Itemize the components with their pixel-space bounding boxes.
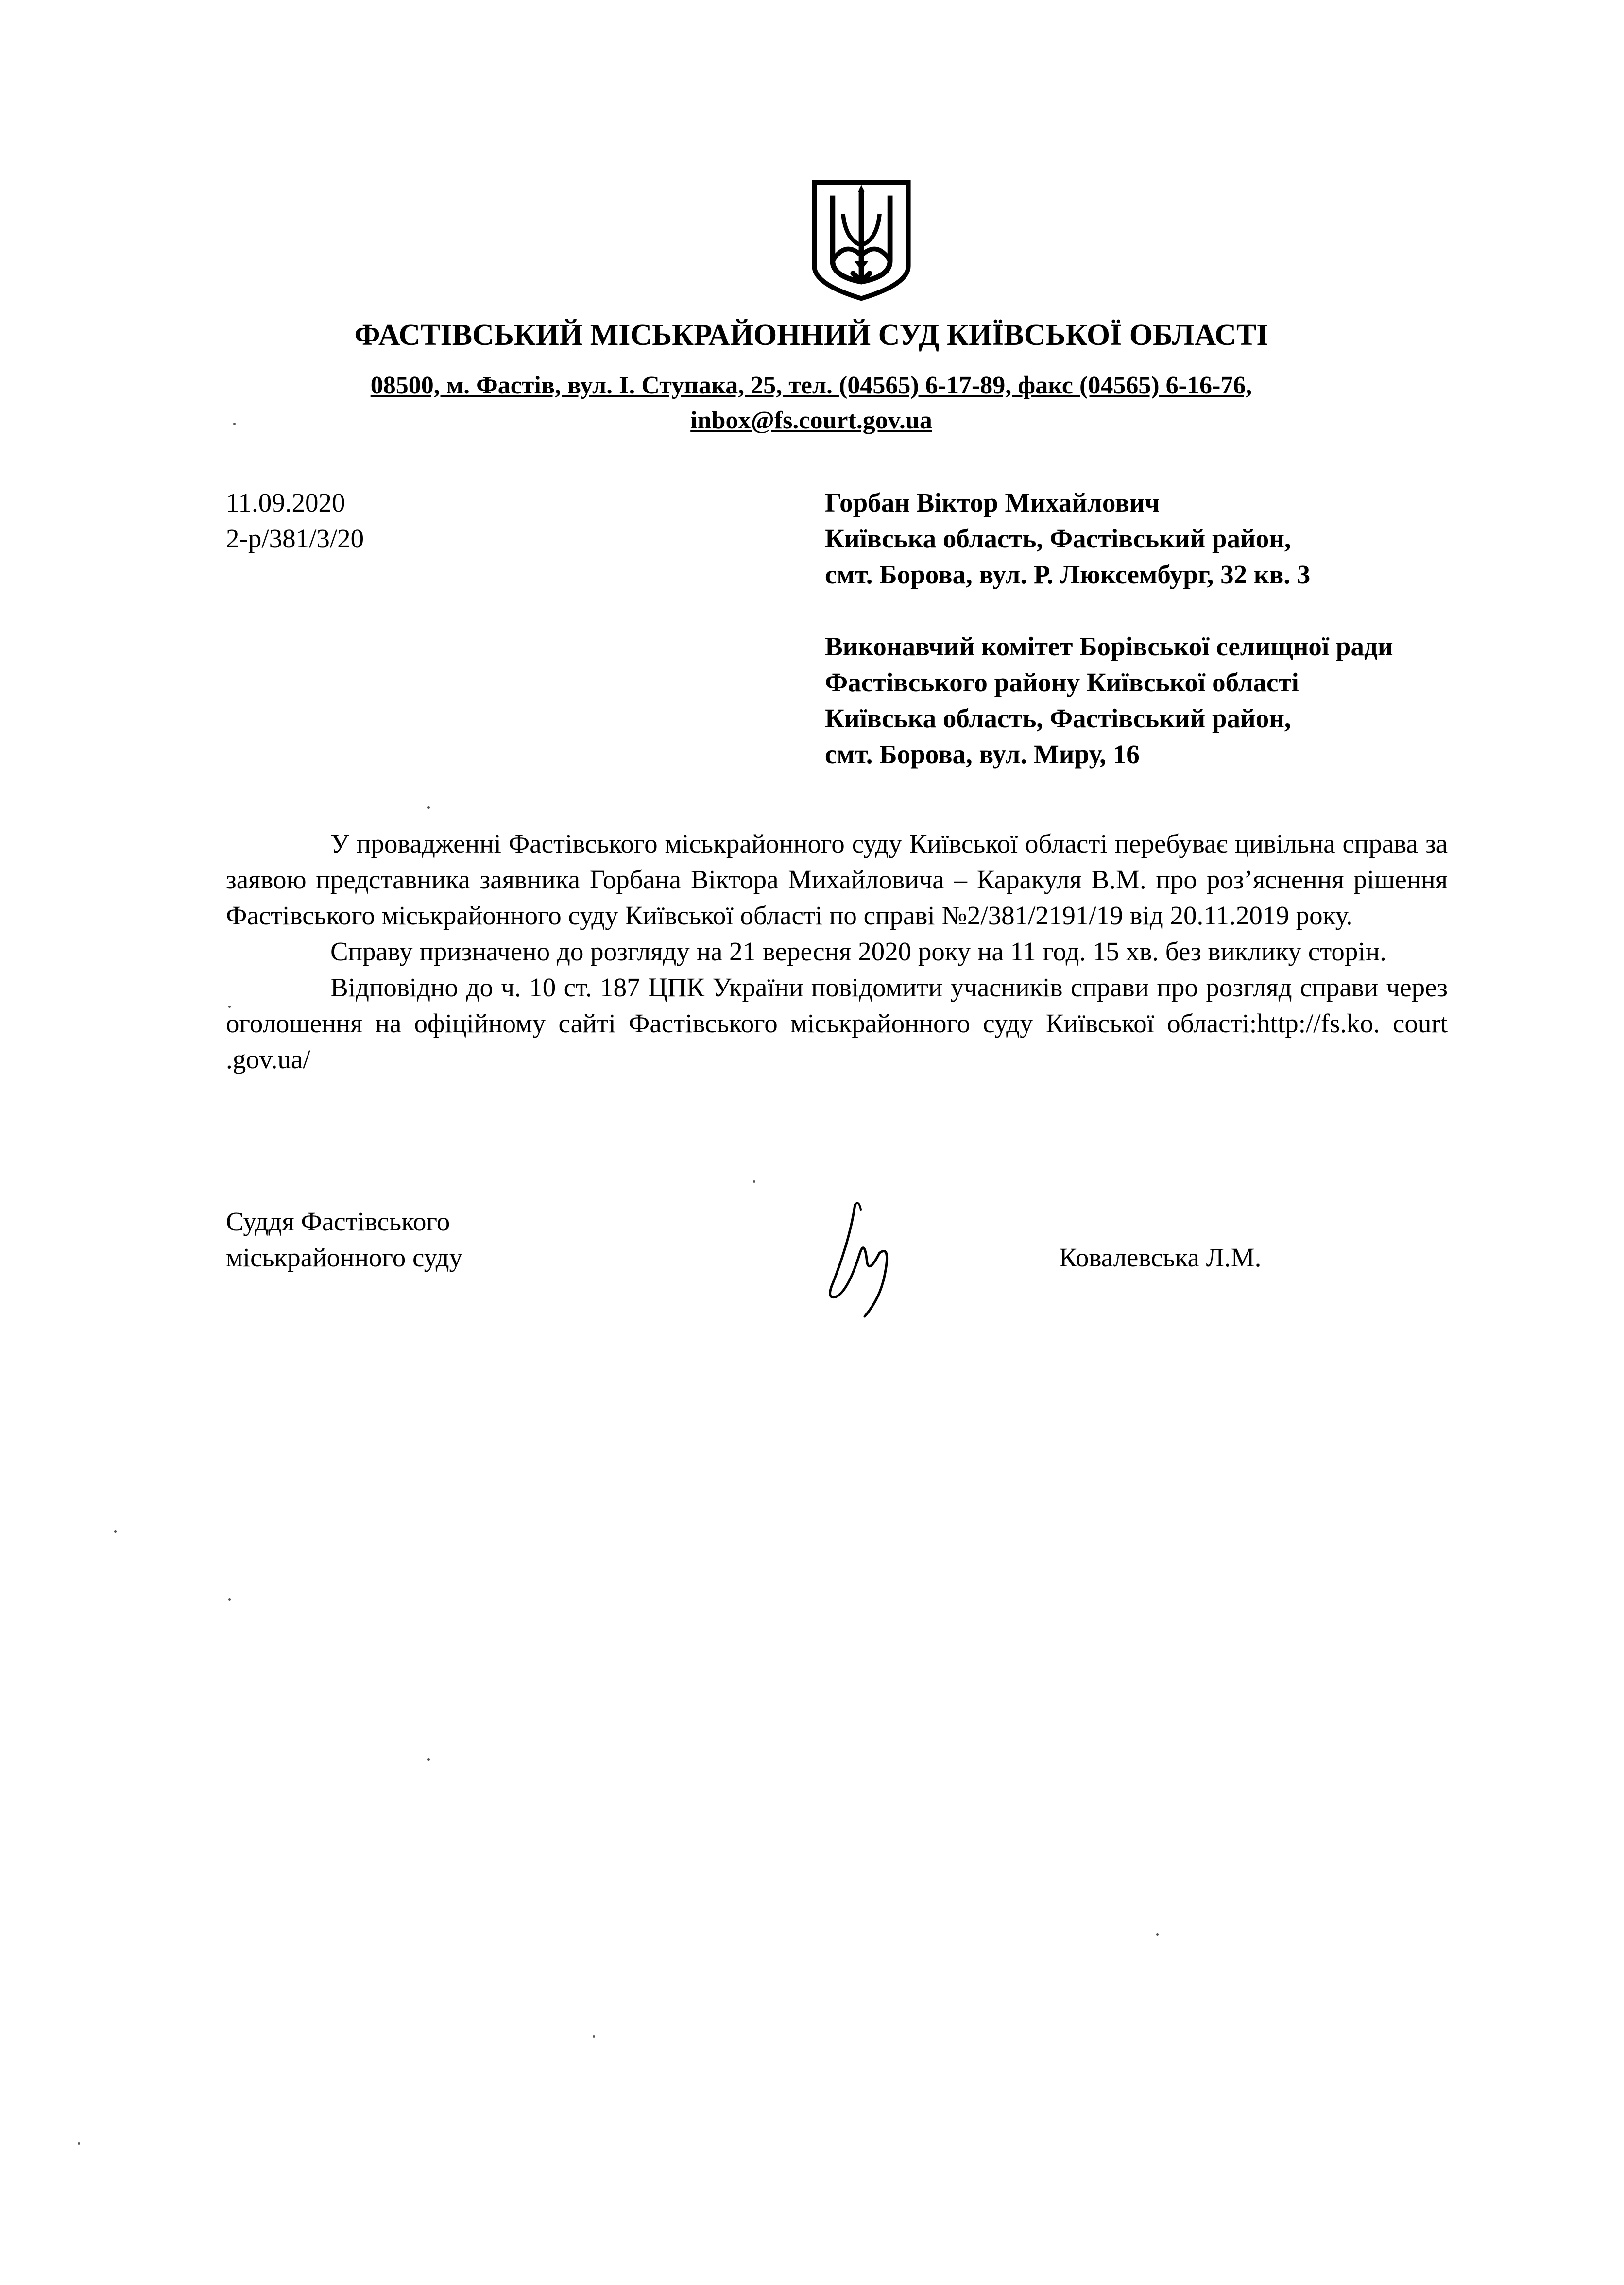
outgoing-details — [226, 485, 364, 557]
outgoing-date: 11.09.2020 — [226, 488, 345, 517]
judge-name: Ковалевська Л.М. — [1059, 1243, 1262, 1272]
scan-speck — [233, 423, 236, 425]
scan-speck — [427, 1758, 430, 1761]
court-name-heading: ФАСТІВСЬКИЙ МІСЬКРАЙОННИЙ СУД КИЇВСЬКОЇ ОБЛАСТІ — [354, 319, 1268, 352]
letter-body — [226, 826, 1448, 1077]
addressee-2-line: Київська область, Фастівський район, — [825, 703, 1291, 733]
scan-speck — [427, 806, 430, 809]
scan-speck — [228, 1006, 231, 1008]
addressee-1-line: Горбан Віктор Михайлович — [825, 488, 1160, 517]
coat-of-arms-icon — [808, 177, 915, 303]
handwritten-signature — [806, 1195, 913, 1321]
scan-speck — [753, 1180, 755, 1183]
court-contacts — [291, 368, 1331, 438]
addressee-block — [825, 485, 1393, 772]
judge-title: Суддя Фастівського міськрайонного суду — [226, 1207, 463, 1272]
body-paragraph: Відповідно до ч. 10 ст. 187 ЦПК України повідомити учасників справи про розгляд справи через оголошення на офіційному сайті Фастівського міськрайонного суду Київської області:http://fs.ko. court .gov.ua/ — [226, 972, 1448, 1074]
scan-speck — [228, 1598, 231, 1601]
court-address-phone-fax: 08500, м. Фастів, вул. І. Ступака, 25, тел. (04565) 6-17-89, факс (04565) 6-16-76, — [370, 372, 1252, 399]
court-email: inbox@fs.court.gov.ua — [690, 407, 932, 434]
scan-speck — [593, 2035, 595, 2038]
addressee-1-line: смт. Борова, вул. Р. Люксембург, 32 кв. 3 — [825, 560, 1311, 589]
addressee-2-line: Фастівського району Київської області — [825, 667, 1299, 697]
scan-speck — [114, 1530, 117, 1533]
addressee-2-line: смт. Борова, вул. Миру, 16 — [825, 739, 1140, 769]
body-paragraph: У провадженні Фастівського міськрайонного суду Київської області перебуває цивільна справа за заявою представника заявника Горбана Віктора Михайловича – Каракуля В.М. про роз’яснення рішення Фастівського міськрайонного суду Київської області по справі №2/381/2191/19 від 20.11.2019 року. — [226, 829, 1448, 930]
outgoing-number: 2-р/381/3/20 — [226, 524, 364, 553]
body-paragraph: Справу призначено до розгляду на 21 вересня 2020 року на 11 год. 15 хв. без виклику сторін. — [330, 937, 1386, 966]
addressee-2-line: Виконавчий комітет Борівської селищної ради — [825, 631, 1393, 661]
scan-speck — [78, 2142, 80, 2145]
addressee-1-line: Київська область, Фастівський район, — [825, 524, 1291, 553]
scan-speck — [1156, 1933, 1159, 1936]
